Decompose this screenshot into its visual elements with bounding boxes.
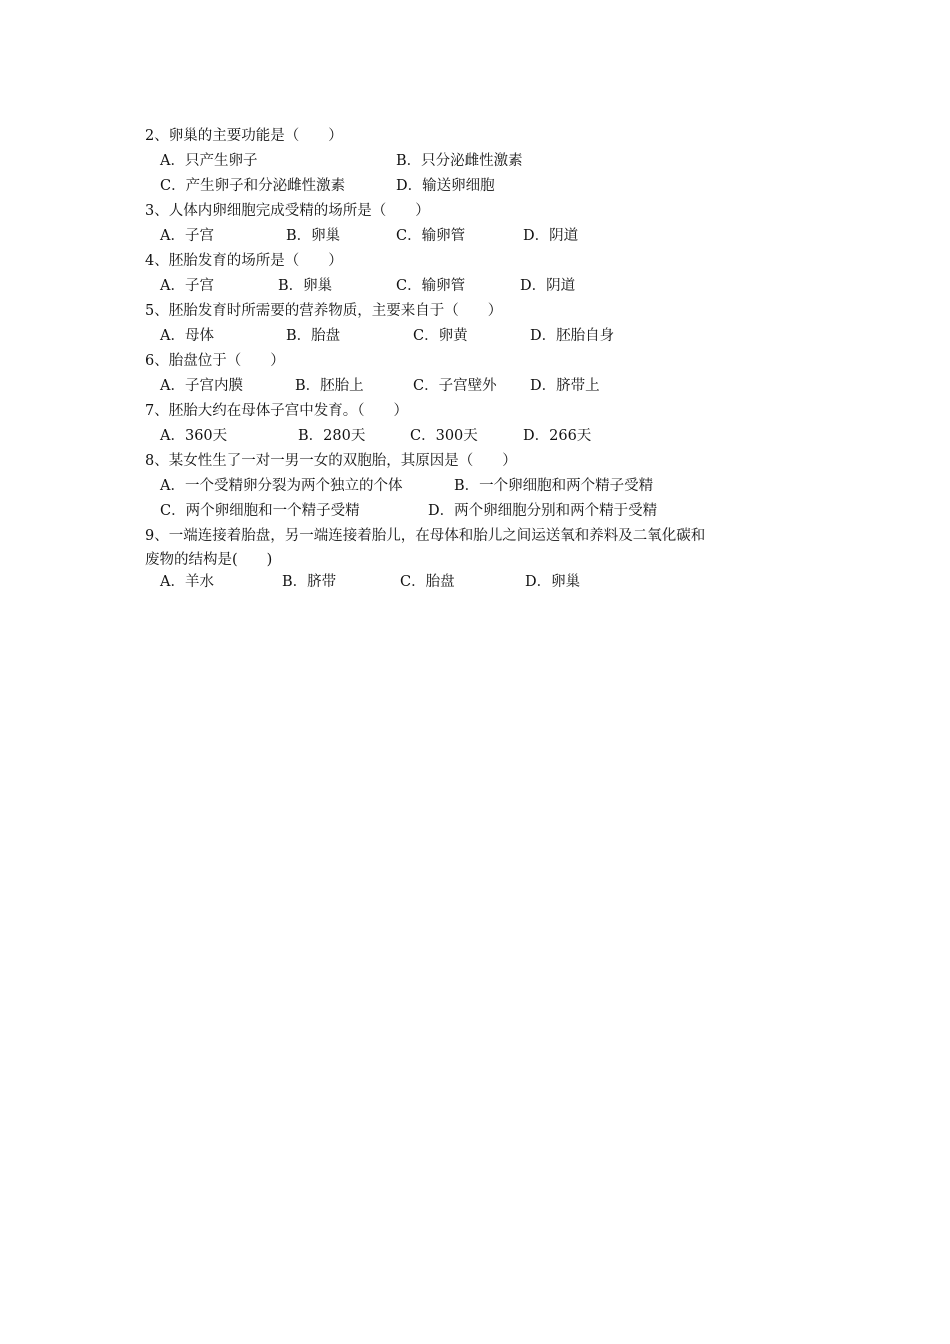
question-2-option-c: C．产生卵子和分泌雌性激素 bbox=[160, 178, 346, 194]
question-5-option-c: C．卵黄 bbox=[413, 328, 468, 344]
question-3-stem: 3、人体内卵细胞完成受精的场所是（ ） bbox=[145, 203, 430, 219]
question-7-option-b: B．280天 bbox=[298, 428, 366, 444]
question-3-option-a: A．子宫 bbox=[160, 228, 214, 244]
question-9-stem: 9、一端连接着胎盘，另一端连接着胎儿，在母体和胎儿之间运送氧和养料及二氧化碳和 bbox=[145, 528, 706, 544]
question-6-option-d: D．脐带上 bbox=[530, 378, 600, 394]
question-5-stem: 5、胚胎发育时所需要的营养物质，主要来自于（ ） bbox=[145, 303, 503, 319]
question-8-option-a: A．一个受精卵分裂为两个独立的个体 bbox=[160, 478, 403, 494]
question-5-option-d: D．胚胎自身 bbox=[530, 328, 615, 344]
question-3-option-c: C．输卵管 bbox=[396, 228, 466, 244]
question-8-option-c: C．两个卵细胞和一个精子受精 bbox=[160, 503, 360, 519]
question-9-option-b: B．脐带 bbox=[282, 574, 337, 590]
question-6-stem: 6、胎盘位于（ ） bbox=[145, 353, 285, 369]
question-2-option-b: B．只分泌雌性激素 bbox=[396, 153, 523, 169]
question-7-option-c: C．300天 bbox=[410, 428, 478, 444]
question-3-option-b: B．卵巢 bbox=[286, 228, 341, 244]
question-6-option-c: C．子宫壁外 bbox=[413, 378, 497, 394]
question-5-option-b: B．胎盘 bbox=[286, 328, 341, 344]
question-7-stem: 7、胚胎大约在母体子宫中发育。（ ） bbox=[145, 403, 408, 419]
question-6-option-b: B．胚胎上 bbox=[295, 378, 364, 394]
question-4-option-b: B．卵巢 bbox=[278, 278, 333, 294]
question-4-option-c: C．输卵管 bbox=[396, 278, 466, 294]
question-9-option-c: C．胎盘 bbox=[400, 574, 455, 590]
question-7-option-a: A．360天 bbox=[160, 428, 228, 444]
question-5-option-a: A．母体 bbox=[160, 328, 214, 344]
question-3-option-d: D．阴道 bbox=[523, 228, 579, 244]
question-6-option-a: A．子宫内膜 bbox=[160, 378, 243, 394]
question-8-option-b: B．一个卵细胞和两个精子受精 bbox=[454, 478, 654, 494]
question-8-stem: 8、某女性生了一对一男一女的双胞胎，其原因是（ ） bbox=[145, 453, 517, 469]
question-9-option-a: A．羊水 bbox=[160, 574, 214, 590]
question-9-stem-continued: 废物的结构是( ) bbox=[145, 552, 273, 568]
question-7-option-d: D．266天 bbox=[523, 428, 592, 444]
question-9-option-d: D．卵巢 bbox=[525, 574, 581, 590]
question-2-stem: 2、卵巢的主要功能是（ ） bbox=[145, 128, 343, 144]
question-4-stem: 4、胚胎发育的场所是（ ） bbox=[145, 253, 343, 269]
question-4-option-a: A．子宫 bbox=[160, 278, 214, 294]
question-2-option-d: D．输送卵细胞 bbox=[396, 178, 495, 194]
question-8-option-d: D．两个卵细胞分别和两个精于受精 bbox=[428, 503, 658, 519]
question-4-option-d: D．阴道 bbox=[520, 278, 576, 294]
question-2-option-a: A．只产生卵子 bbox=[160, 153, 258, 169]
